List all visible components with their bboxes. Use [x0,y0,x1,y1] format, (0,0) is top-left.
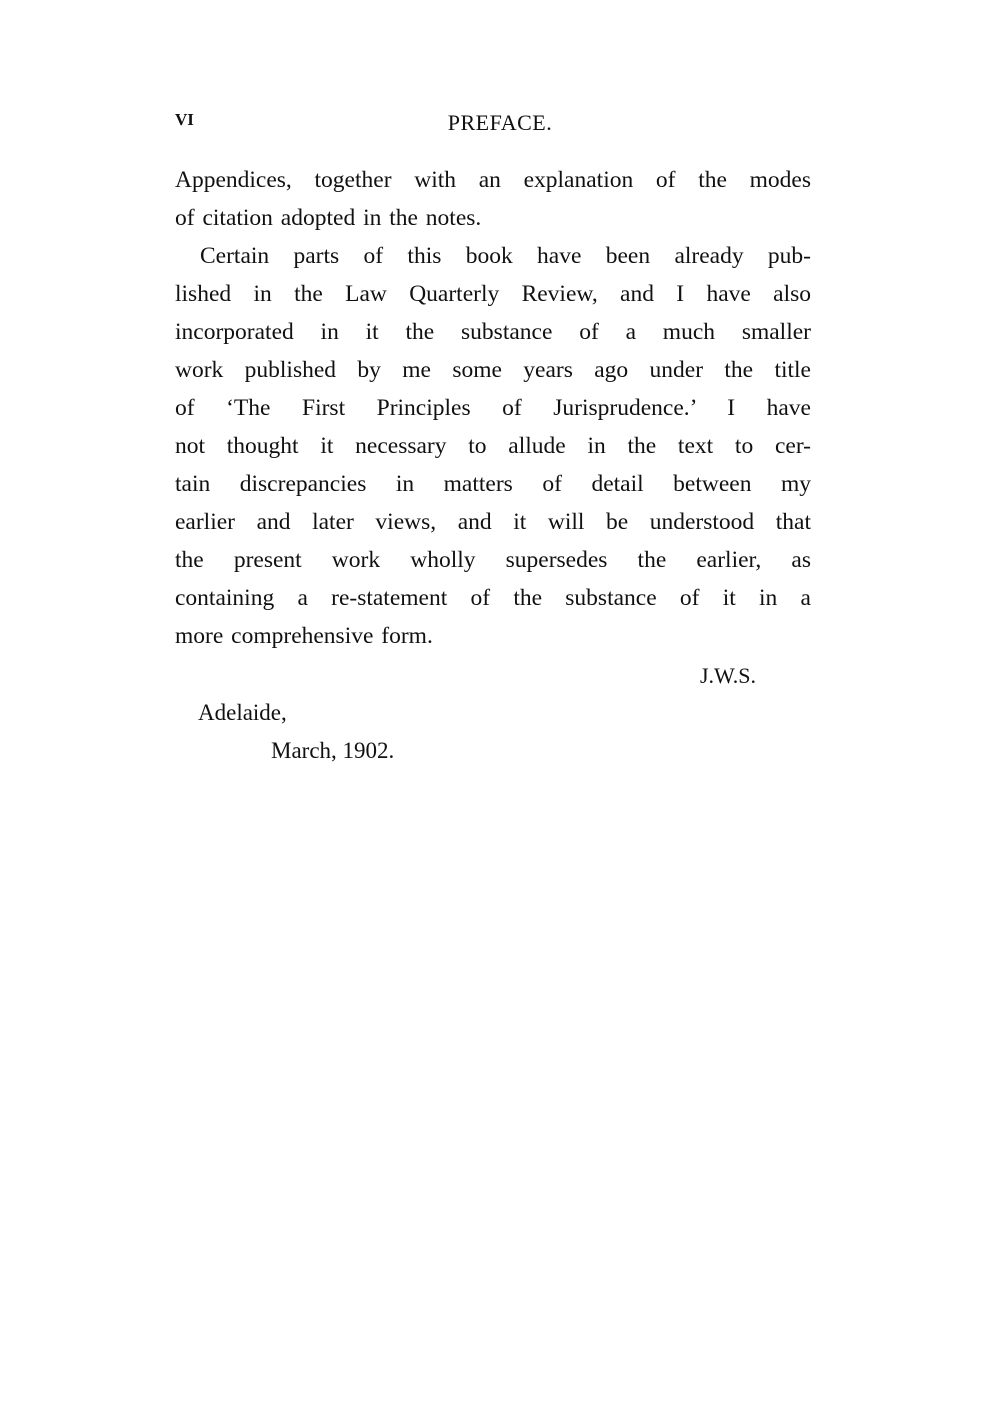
text-line: Certain parts of this book have been already pub- [200,243,811,269]
date: March, 1902. [271,738,395,763]
text-line: Appendices, together with an explanation of the modes [175,167,811,193]
text-line: earlier and later views, and it will be understood that [175,509,811,535]
text-line: incorporated in it the substance of a much smaller [175,319,811,345]
page-number: VI [175,110,194,129]
preface-body [175,164,811,658]
running-header: PREFACE. [447,110,553,135]
text-line: of citation adopted in the notes. [175,205,482,231]
text-line: tain discrepancies in matters of detail between my [175,471,811,497]
text-line: of ‘The First Principles of Jurisprudence.’ I have [175,395,811,421]
text-line: lished in the Law Quarterly Review, and I have also [175,281,811,307]
text-line: not thought it necessary to allude in the text to cer- [175,433,811,459]
signature-initials: J.W.S. [700,663,757,688]
text-line: the present work wholly supersedes the earlier, as [175,547,811,573]
text-line: containing a re-statement of the substance of it in a [175,585,811,611]
text-line: more comprehensive form. [175,623,433,649]
text-line: work published by me some years ago under the title [175,357,811,383]
place: Adelaide, [198,700,287,725]
